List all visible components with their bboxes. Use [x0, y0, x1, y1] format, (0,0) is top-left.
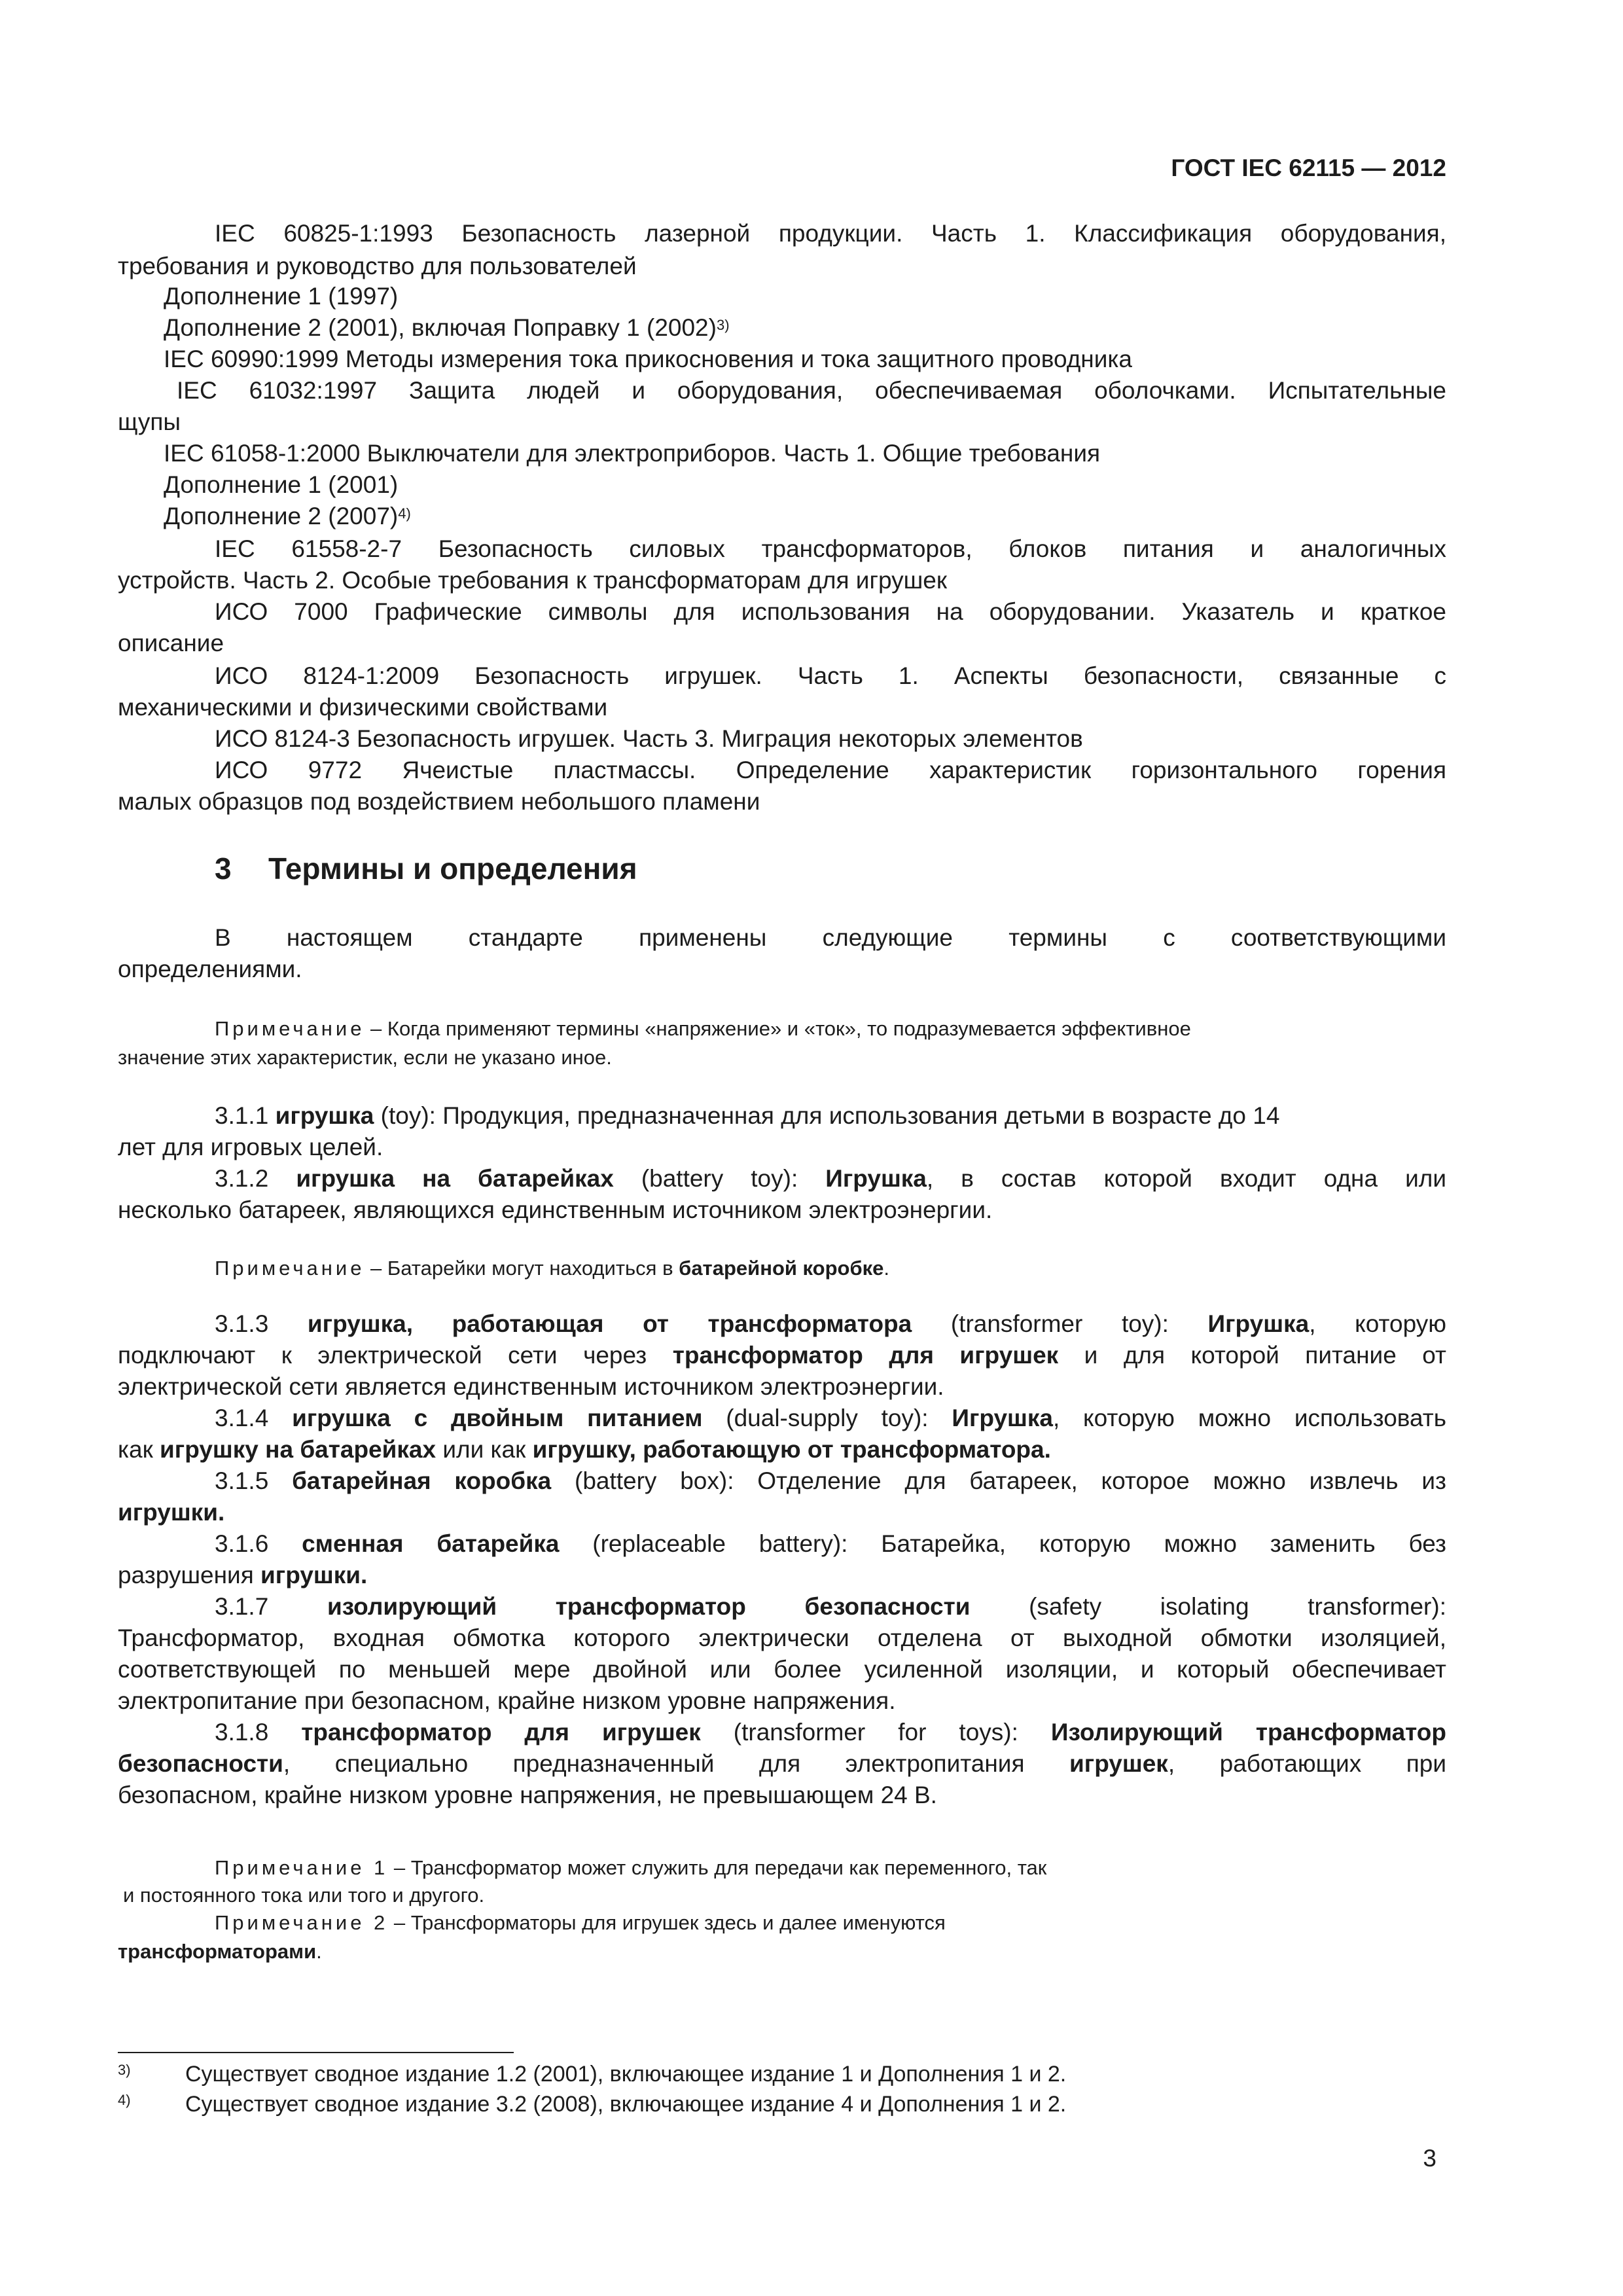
ref-iso-9772-cont: малых образцов под воздействием небольшого пламени	[118, 788, 760, 815]
footnote-3-text: Существует сводное издание 1.2 (2001), включающее издание 1 и Дополнения 1 и 2.	[185, 2062, 1067, 2087]
note-intro-cont: значение этих характеристик, если не указано иное.	[118, 1046, 612, 1069]
footnote-ref-3: 3)	[716, 317, 730, 333]
term-3-1-1: 3.1.1 игрушка (toy): Продукция, предназначенная для использования детьми в возрасте до 14	[215, 1102, 1280, 1129]
ref-iec-60825: IEC 60825-1:1993 Безопасность лазерной продукции. Часть 1. Классификация оборудования,	[215, 220, 1446, 247]
ref-iso-9772: ИСО 9772 Ячеистые пластмассы. Определение характеристик горизонтального горения	[215, 757, 1446, 783]
term-3-1-7: 3.1.7 изолирующий трансформатор безопасности (safety isolating transformer):	[215, 1593, 1446, 1620]
footnote-separator	[118, 2052, 514, 2053]
note-1-cont: и постоянного тока или того и другого.	[123, 1884, 485, 1907]
note-1: Примечание 1 – Трансформатор может служить для передачи как переменного, так	[215, 1856, 1047, 1879]
footnote-4-number: 4)	[118, 2092, 131, 2108]
ref-add1-2001: Дополнение 1 (2001)	[164, 471, 399, 498]
ref-iec-61558-cont: устройств. Часть 2. Особые требования к трансформаторам для игрушек	[118, 567, 948, 594]
ref-iec-61032: IEC 61032:1997 Защита людей и оборудования, обеспечиваемая оболочками. Испытательные	[177, 377, 1446, 404]
ref-iec-61032-cont: щупы	[118, 408, 181, 435]
term-3-1-7-line4: электропитание при безопасном, крайне низком уровне напряжения.	[118, 1687, 896, 1714]
ref-iec-61058: IEC 61058-1:2000 Выключатели для электроприборов. Часть 1. Общие требования	[164, 440, 1101, 467]
term-3-1-5-cont: игрушки.	[118, 1499, 225, 1526]
ref-iso-8124-1-cont: механическими и физическими свойствами	[118, 694, 608, 721]
term-3-1-8: 3.1.8 трансформатор для игрушек (transformer for toys): Изолирующий трансформатор	[215, 1719, 1447, 1746]
footnote-ref-4: 4)	[398, 505, 411, 522]
ref-iso-8124-3: ИСО 8124-3 Безопасность игрушек. Часть 3. Миграция некоторых элементов	[215, 725, 1083, 752]
ref-add1-1997: Дополнение 1 (1997)	[164, 283, 399, 310]
document-header: ГОСТ IEC 62115 — 2012	[1171, 154, 1446, 181]
section-title: Термины и определения	[268, 852, 637, 886]
term-3-1-5: 3.1.5 батарейная коробка (battery box): Отделение для батареек, которое можно извлечь из	[215, 1467, 1446, 1494]
ref-iec-60990: IEC 60990:1999 Методы измерения тока прикосновения и тока защитного проводника	[164, 346, 1132, 372]
term-3-1-2: 3.1.2 игрушка на батарейках (battery toy): Игрушка, в состав которой входит одна или	[215, 1165, 1446, 1192]
term-3-1-6: 3.1.6 сменная батарейка (replaceable battery): Батарейка, которую можно заменить без	[215, 1530, 1446, 1557]
ref-iec-60825-cont: требования и руководство для пользователей	[118, 253, 637, 279]
ref-add2-2001: Дополнение 2 (2001), включая Поправку 1 $(2002)^{3)}$	[164, 314, 730, 341]
footnote-3-number: 3)	[118, 2062, 131, 2078]
note-intro: Примечание – Когда применяют термины «напряжение» и «ток», то подразумевается эффективное	[215, 1017, 1191, 1040]
ref-iso-8124-1: ИСО 8124-1:2009 Безопасность игрушек. Часть 1. Аспекты безопасности, связанные с	[215, 662, 1446, 689]
term-3-1-3-line2: подключают к электрической сети через трансформатор для игрушек и для которой питание от	[118, 1342, 1446, 1369]
term-3-1-3: 3.1.3 игрушка, работающая от трансформатора (transformer toy): Игрушка, которую	[215, 1310, 1446, 1337]
ref-iso-7000: ИСО 7000 Графические символы для использования на оборудовании. Указатель и краткое	[215, 598, 1446, 625]
term-3-1-6-line2: разрушения игрушки.	[118, 1562, 368, 1588]
term-3-1-1-cont: лет для игровых целей.	[118, 1134, 383, 1160]
term-3-1-2-cont: несколько батареек, являющихся единственным источником электроэнергии.	[118, 1196, 993, 1223]
term-3-1-3-line3: электрической сети является единственным источником электроэнергии.	[118, 1373, 944, 1400]
intro-line2: определениями.	[118, 956, 302, 982]
intro-line1: В настоящем стандарте применены следующие термины с соответствующими	[215, 924, 1446, 951]
term-3-1-7-line2: Трансформатор, входная обмотка которого электрически отделена от выходной обмотки изоляцией,	[118, 1624, 1446, 1651]
ref-iso-7000-cont: описание	[118, 630, 224, 656]
ref-add2-2007: Дополнение 2 $(2007)^{4)}$	[164, 503, 411, 529]
section-number: 3	[215, 852, 232, 886]
page-number: 3	[1423, 2145, 1436, 2172]
term-3-1-8-line3: безопасном, крайне низком уровне напряжения, не превышающем 24 В.	[118, 1782, 937, 1808]
ref-iec-61558: IEC 61558-2-7 Безопасность силовых трансформаторов, блоков питания и аналогичных	[215, 535, 1446, 562]
term-3-1-8-line2: безопасности, специально предназначенный для электропитания игрушек, работающих при	[118, 1750, 1447, 1777]
term-3-1-4: 3.1.4 игрушка с двойным питанием (dual-supply toy): Игрушка, которую можно использовать	[215, 1405, 1447, 1431]
note-2: Примечание 2 – Трансформаторы для игрушек здесь и далее именуются	[215, 1911, 946, 1934]
note-2-cont: трансформаторами.	[118, 1940, 322, 1963]
note-label: Примечание	[215, 1017, 365, 1040]
term-3-1-7-line3: соответствующей по меньшей мере двойной или более усиленной изоляции, и который обеспечивает	[118, 1656, 1446, 1683]
note-battery-box: Примечание – Батарейки могут находиться в батарейной коробке.	[215, 1257, 889, 1280]
term-3-1-4-line2: как игрушку на батарейках или как игрушку, работающую от трансформатора.	[118, 1436, 1051, 1463]
footnote-4-text: Существует сводное издание 3.2 (2008), включающее издание 4 и Дополнения 1 и 2.	[185, 2092, 1067, 2117]
